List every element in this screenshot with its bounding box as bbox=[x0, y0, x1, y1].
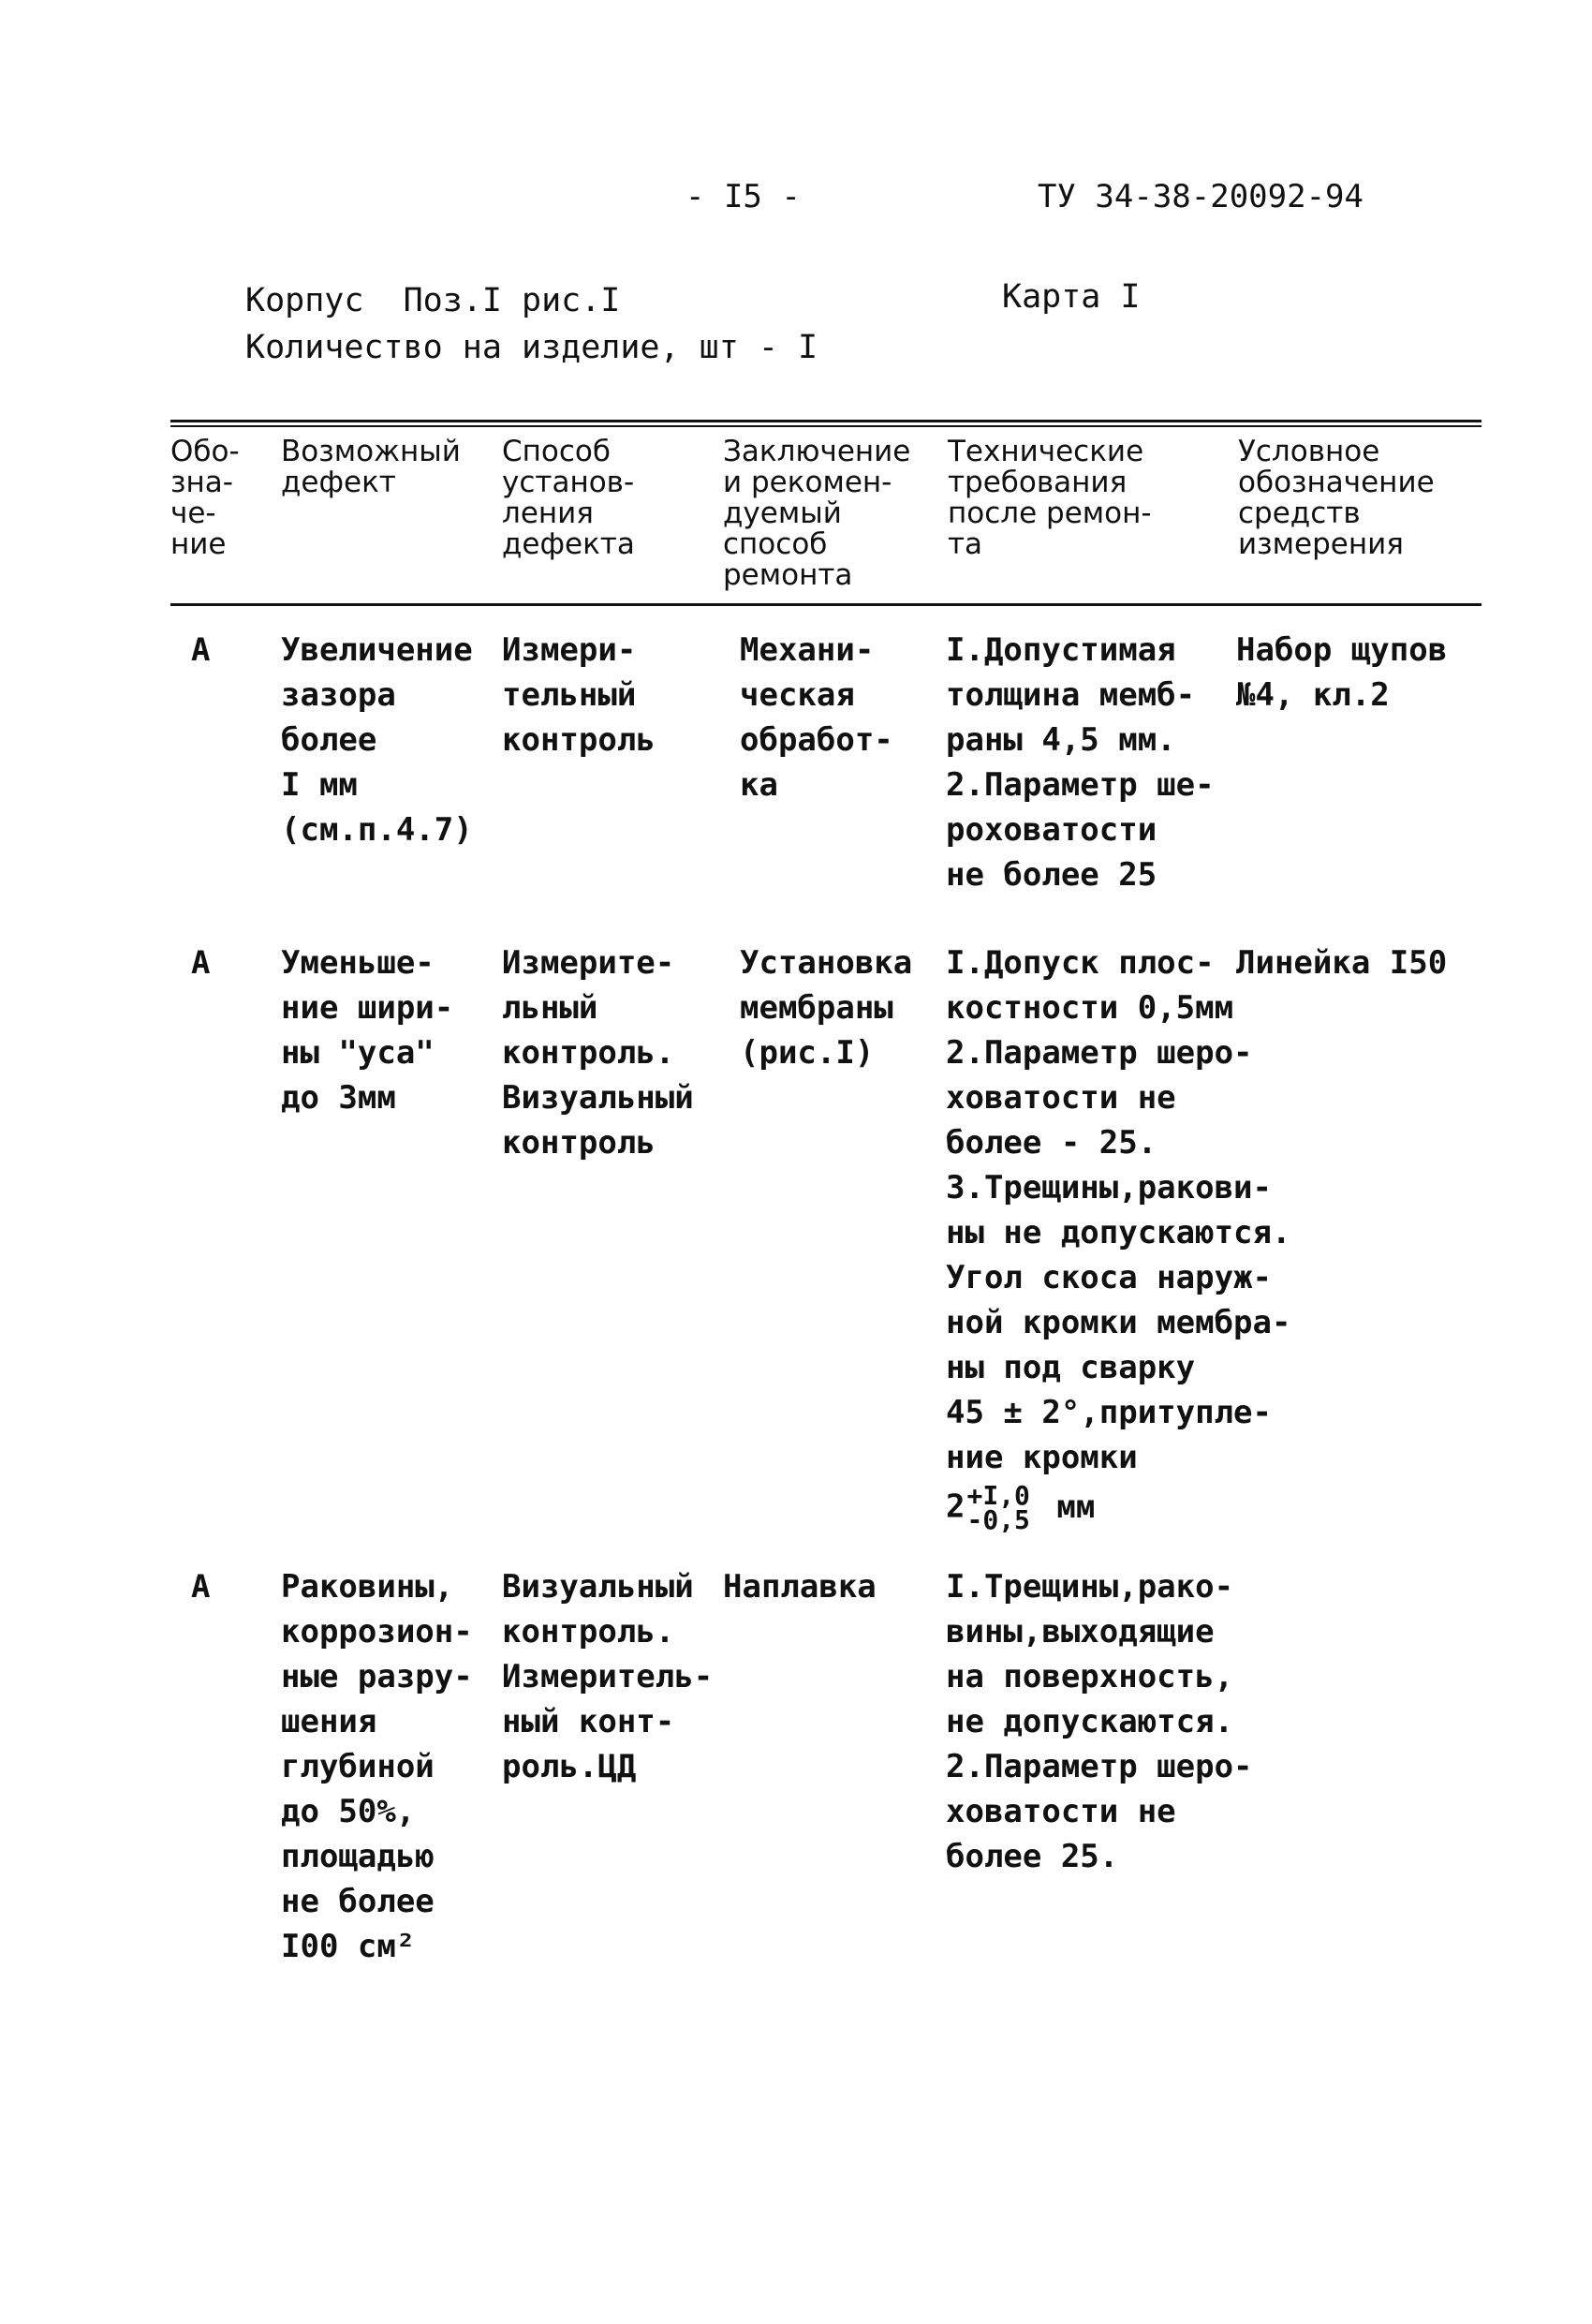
header-repair-method: Заключение и рекомен- дуемый способ ремонта bbox=[723, 435, 911, 592]
quantity-per-item: Количество на изделие, шт - I bbox=[245, 329, 818, 366]
row-defect: Раковины, коррозион- ные разру- шения глубиной до 50%, площадью не более I00 см² bbox=[281, 1568, 473, 1965]
table-header-rule bbox=[170, 603, 1481, 606]
header-requirements: Технические требования после ремон- та bbox=[948, 435, 1152, 561]
row-method: Измери- тельный контроль bbox=[502, 631, 656, 759]
edge-blunting-tolerance bbox=[946, 1480, 1096, 1535]
document-code: ТУ 34-38-20092-94 bbox=[1038, 178, 1364, 215]
tolerance-lower: -0,5 bbox=[966, 1504, 1030, 1535]
header-detection-method: Способ установ- ления дефекта bbox=[502, 435, 635, 561]
header-defect: Возможный дефект bbox=[281, 435, 461, 499]
part-designation: Корпус Поз.I рис.I bbox=[245, 282, 621, 319]
row-tools: Линейка I50 bbox=[1236, 944, 1448, 982]
tolerance-upper: +I,0 bbox=[966, 1480, 1030, 1511]
header-designation: Обо- зна- че- ние bbox=[170, 435, 240, 561]
page-number: - I5 - bbox=[685, 178, 801, 215]
row-requirements: I.Трещины,рако- вины,выходящие на поверхность, не допускаются. 2.Параметр шеро- ховатости не более 25. bbox=[946, 1568, 1253, 1875]
row-mark: А bbox=[191, 631, 211, 669]
row-method: Измерите- льный контроль. Визуальный контроль bbox=[502, 944, 694, 1162]
tolerance-base: 2 bbox=[946, 1488, 966, 1526]
table-top-rule-2 bbox=[170, 425, 1481, 427]
card-number: Карта I bbox=[1002, 278, 1141, 316]
row-requirements: I.Допуск плос- костности 0,5мм 2.Параметр шеро- ховатости не более - 25. 3.Трещины,ракови- ны не допускаются. Угол скоса наруж- ной кромки мембра- ны под сварку 45 ± 2°,притупле- ние кромки bbox=[946, 944, 1291, 1476]
table-top-rule bbox=[170, 420, 1481, 422]
header-measuring-tools: Условное обозначение средств измерения bbox=[1238, 435, 1435, 561]
row-defect: Увеличение зазора более I мм (см.п.4.7) bbox=[281, 631, 473, 849]
row-mark: А bbox=[191, 944, 211, 982]
row-repair: Установка мембраны (рис.I) bbox=[740, 944, 913, 1072]
row-requirements: I.Допустимая толщина мемб- раны 4,5 мм. 2.Параметр ше- роховатости не более 25 bbox=[946, 631, 1215, 894]
row-repair: Наплавка bbox=[723, 1568, 877, 1606]
tolerance-unit: мм bbox=[1056, 1488, 1096, 1526]
row-repair: Механи- ческая обработ- ка bbox=[740, 631, 893, 804]
row-method: Визуальный контроль. Измеритель- ный конт- роль.ЦД bbox=[502, 1568, 714, 1785]
row-defect: Уменьше- ние шири- ны "уса" до 3мм bbox=[281, 944, 454, 1117]
row-tools: Набор щупов №4, кл.2 bbox=[1236, 631, 1448, 714]
row-mark: А bbox=[191, 1568, 211, 1606]
